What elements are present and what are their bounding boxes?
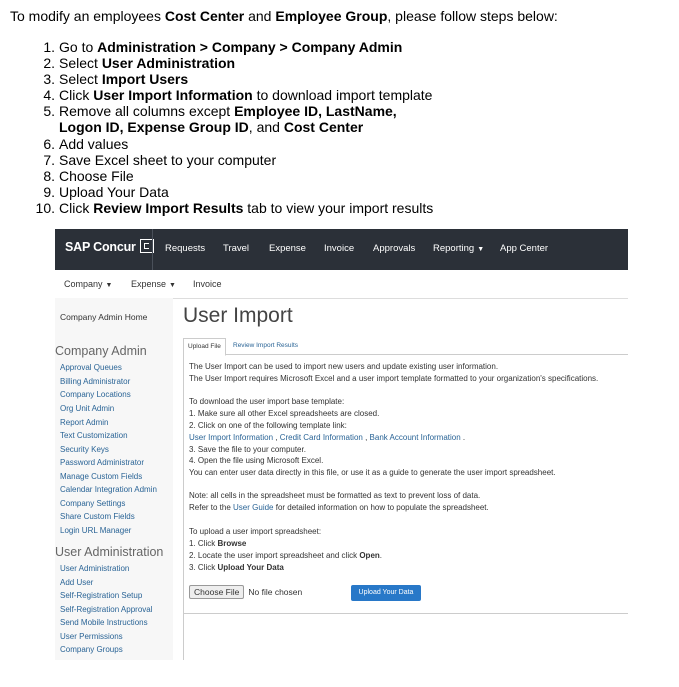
sidebar-item[interactable]: Login URL Manager (60, 526, 132, 535)
page-title: User Import (183, 304, 293, 327)
sidebar-heading-user-administration: User Administration (55, 545, 164, 559)
nav-invoice[interactable]: Invoice (324, 243, 355, 254)
upload-your-data-button[interactable]: Upload Your Data (351, 585, 421, 601)
sidebar-item[interactable]: Company Groups (60, 645, 123, 654)
content-text: 1. Click Browse (189, 539, 247, 548)
sidebar-item[interactable]: Manage Custom Fields (60, 472, 143, 481)
bank-account-information-link[interactable]: Bank Account Information (369, 433, 461, 442)
sidebar-item[interactable]: User Administration (60, 564, 130, 573)
intro-text: To modify an employees Cost Center and Employee Group, please follow steps below: (10, 8, 558, 24)
tab-upload-file[interactable]: Upload File (183, 338, 226, 356)
sidebar-heading-company-admin: Company Admin (55, 344, 147, 358)
nav-expense[interactable]: Expense (269, 243, 306, 254)
content-text: The User Import requires Microsoft Excel and a user import template formatted to your organization's specifications. (189, 374, 599, 383)
nav-reporting[interactable]: Reporting ▼ (433, 243, 485, 254)
sidebar-item[interactable]: Self-Registration Approval (60, 605, 153, 614)
nav-requests[interactable]: Requests (165, 243, 206, 254)
content-text: 4. Open the file using Microsoft Excel. (189, 456, 324, 465)
content-text: 3. Save the file to your computer. (189, 445, 306, 454)
sidebar-item[interactable]: Text Customization (60, 431, 128, 440)
brand-logo[interactable]: SAP Concur (65, 239, 154, 254)
content-text: 1. Make sure all other Excel spreadsheets are closed. (189, 409, 380, 418)
sub-navigation-bar (55, 270, 628, 299)
concur-screenshot (55, 229, 628, 660)
step-item: 2. Select User Administration (43, 55, 236, 72)
sidebar-item[interactable]: Company Settings (60, 499, 126, 508)
content-text: The User Import can be used to import new users and update existing user information. (189, 362, 499, 371)
sidebar-item[interactable]: Calendar Integration Admin (60, 485, 157, 494)
sidebar-item[interactable]: Share Custom Fields (60, 512, 135, 521)
step-item: 4. Click User Import Information to download import template (43, 87, 433, 104)
caret-down-icon: ▼ (477, 246, 485, 253)
sidebar-item[interactable]: Security Keys (60, 445, 109, 454)
sidebar-item[interactable]: Company Locations (60, 390, 131, 399)
tab-review-import-results[interactable]: Review Import Results (233, 342, 299, 349)
sidebar-item[interactable]: Org Unit Admin (60, 404, 115, 413)
step-item: 10. Click Review Import Results tab to view your import results (35, 199, 434, 216)
content-text: You can enter user data directly in this file, or use it as a guide to generate the user import spreadsheet. (189, 468, 556, 477)
step-item: 8. Choose File (43, 167, 134, 184)
nav-approvals[interactable]: Approvals (373, 243, 416, 254)
content-text: To upload a user import spreadsheet: (189, 527, 322, 536)
subnav-company[interactable]: Company ▼ (64, 279, 113, 289)
nav-travel[interactable]: Travel (223, 243, 250, 254)
content-text: 2. Click on one of the following template link: (189, 421, 347, 430)
nav-app-center[interactable]: App Center (500, 243, 549, 254)
file-picker (189, 585, 302, 599)
steps-list (18, 39, 658, 216)
template-links: User Import Information , Credit Card Information , Bank Account Information . (189, 433, 466, 442)
step-item: 9. Upload Your Data (43, 183, 169, 200)
admin-sidebar (55, 298, 173, 660)
sidebar-company-admin-home[interactable]: Company Admin Home (60, 312, 148, 322)
step-item: 3. Select Import Users (43, 71, 189, 88)
sidebar-item[interactable]: User Permissions (60, 632, 123, 641)
user-import-information-link[interactable]: User Import Information (189, 433, 274, 442)
user-guide-link[interactable]: User Guide (233, 503, 274, 512)
step-item: 5. Remove all columns except Employee ID, LastName, (43, 103, 397, 120)
content-text: Note: all cells in the spreadsheet must be formatted as text to prevent loss of data. (189, 491, 481, 500)
step-item: 6. Add values (43, 135, 129, 152)
content-text: Refer to the User Guide for detailed information on how to populate the spreadsheet. (189, 503, 489, 512)
panel-bottom-border (183, 613, 628, 614)
subnav-invoice[interactable]: Invoice (193, 279, 222, 289)
content-text: 3. Click Upload Your Data (189, 563, 284, 572)
sidebar-item[interactable]: Add User (60, 578, 94, 587)
credit-card-information-link[interactable]: Credit Card Information (279, 433, 363, 442)
top-navigation-bar (55, 229, 628, 270)
caret-down-icon: ▼ (169, 282, 176, 289)
sidebar-item[interactable]: Password Administrator (60, 458, 145, 467)
step-item: 1. Go to Administration > Company > Company Admin (43, 39, 403, 55)
content-text: To download the user import base template: (189, 397, 345, 406)
choose-file-button[interactable]: Choose File (189, 585, 244, 599)
sidebar-item[interactable]: Report Admin (60, 418, 109, 427)
subnav-expense[interactable]: Expense ▼ (131, 279, 176, 289)
step-item-continued: Logon ID, Expense Group ID, and Cost Center (59, 119, 364, 136)
sidebar-item[interactable]: Billing Administrator (60, 377, 131, 386)
sidebar-item[interactable]: Send Mobile Instructions (60, 618, 148, 627)
caret-down-icon: ▼ (105, 282, 113, 289)
file-status: No file chosen (248, 587, 303, 597)
sidebar-item[interactable]: Self-Registration Setup (60, 591, 143, 600)
content-text: 2. Locate the user import spreadsheet and click Open. (189, 551, 383, 560)
step-item: 7. Save Excel sheet to your computer (43, 151, 277, 168)
tab-bar (183, 338, 628, 355)
sidebar-item[interactable]: Approval Queues (60, 363, 122, 372)
nav-divider (152, 229, 153, 270)
